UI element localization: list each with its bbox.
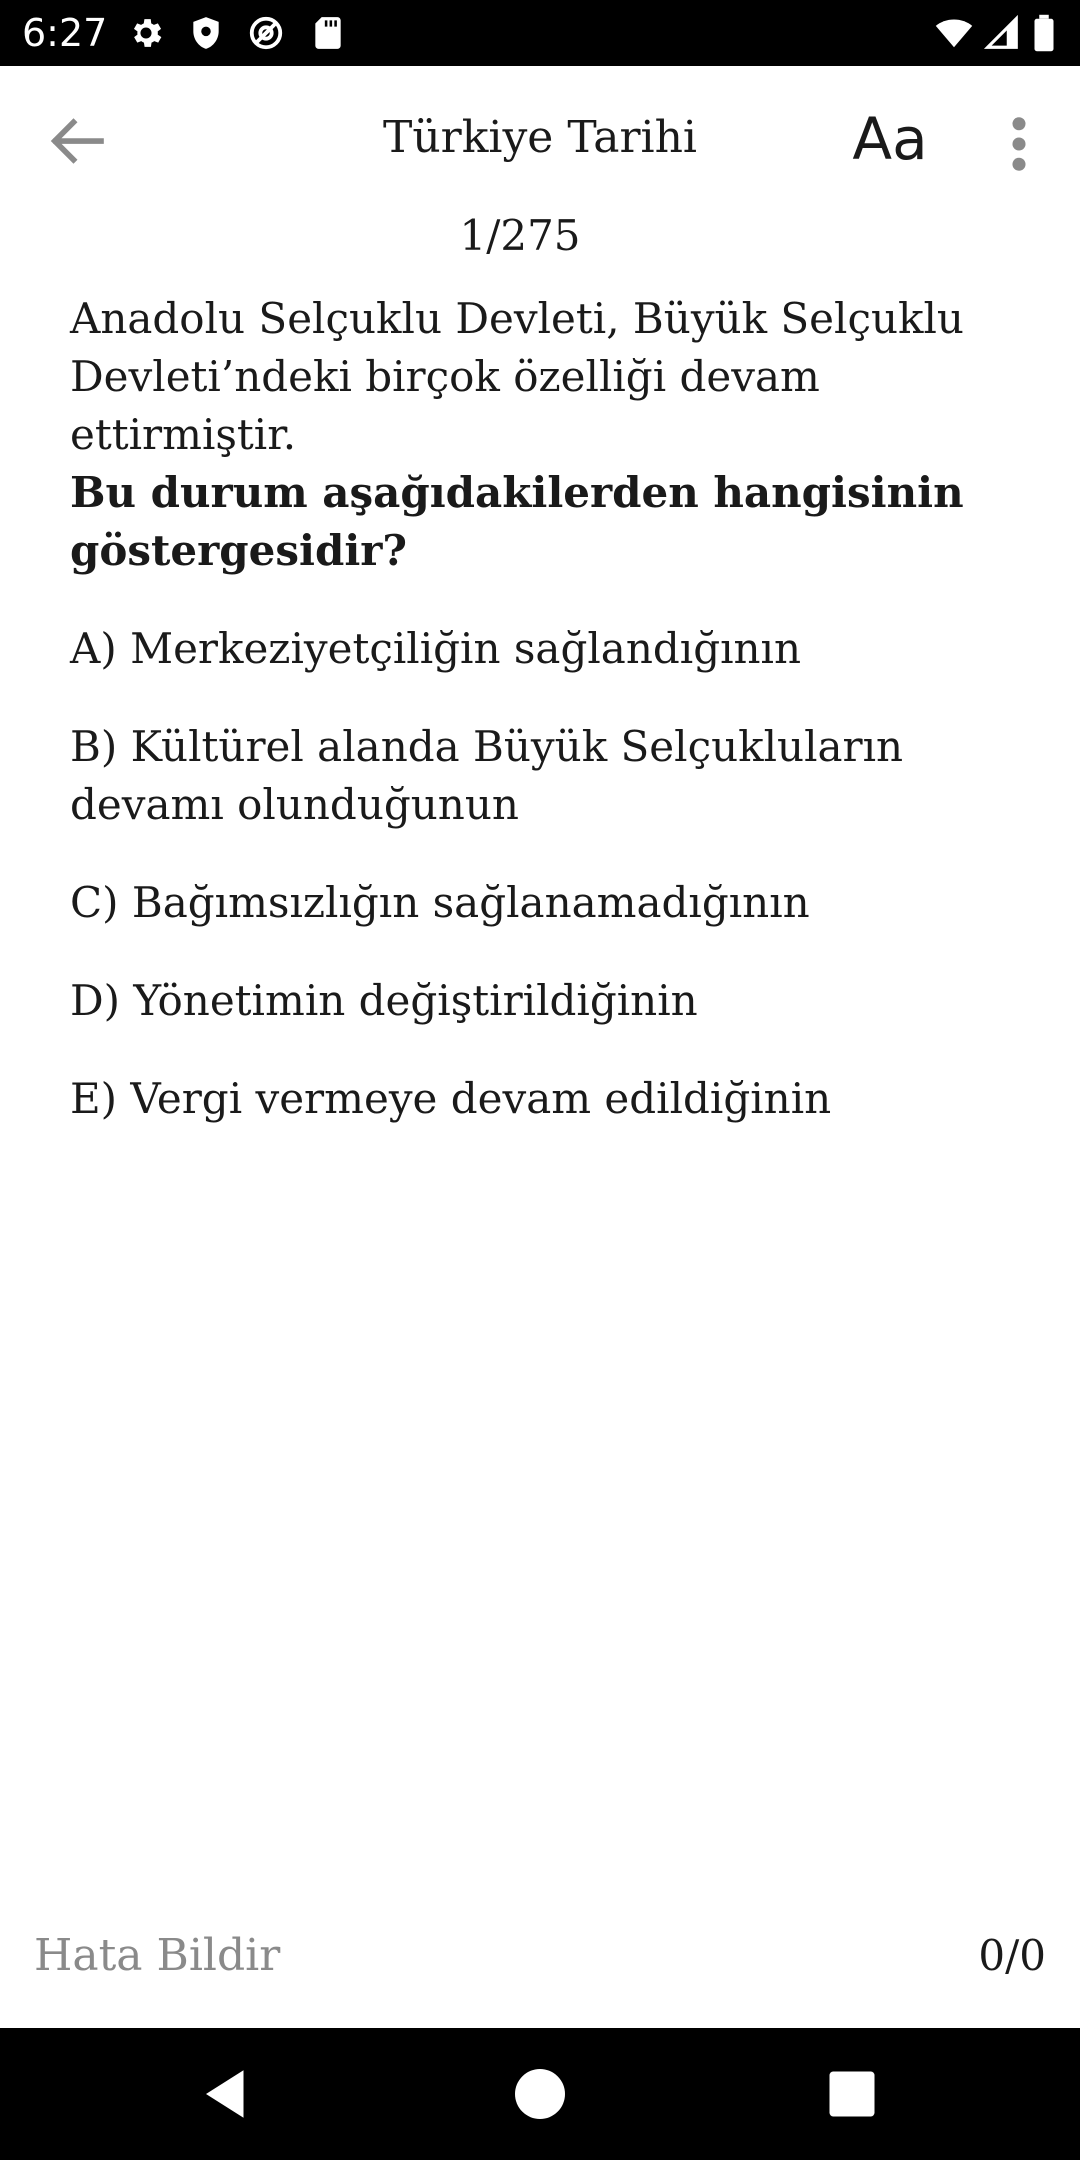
nav-recents-button[interactable] [822, 2064, 882, 2124]
recents-square-icon [822, 2064, 882, 2124]
answer-options [70, 620, 990, 1128]
back-triangle-icon [196, 2064, 256, 2124]
more-options-button[interactable] [1000, 116, 1038, 172]
report-error-link[interactable]: Hata Bildir [34, 1930, 281, 1981]
question-counter: 1/275 [459, 211, 581, 260]
arrow-left-icon [46, 116, 106, 166]
at-sign-icon [246, 14, 286, 52]
answer-option-a[interactable]: A) Merkeziyetçiliğin sağlandığının [70, 624, 802, 673]
answer-option-e[interactable]: E) Vergi vermeye devam edildiğinin [70, 1074, 832, 1123]
answer-option-b[interactable]: B) Kültürel alanda Büyük Selçukluların devamı olunduğunun [70, 722, 904, 829]
font-size-button[interactable]: Aa [852, 105, 928, 173]
back-button[interactable] [46, 116, 106, 166]
cell-signal-icon [982, 14, 1022, 52]
page-title: Türkiye Tarihi [382, 112, 697, 163]
question-card [70, 290, 990, 1168]
question-stem: Anadolu Selçuklu Devleti, Büyük Selçuklu Devleti’ndeki birçok özelliği devam ettirmiştir. [70, 294, 964, 459]
status-bar [0, 0, 1080, 66]
shield-icon [186, 14, 226, 52]
more-vert-icon [1000, 116, 1038, 172]
wifi-icon [934, 14, 974, 52]
answer-option-c[interactable]: C) Bağımsızlığın sağlanamadığının [70, 878, 810, 927]
status-time: 6:27 [22, 11, 108, 55]
sd-card-icon [308, 14, 348, 52]
battery-icon [1030, 14, 1058, 52]
system-nav-bar [0, 2028, 1080, 2160]
home-circle-icon [510, 2064, 570, 2124]
question-prompt: Bu durum aşağıdakilerden hangisinin göstergesidir? [70, 468, 964, 575]
nav-home-button[interactable] [510, 2064, 570, 2124]
answer-option-d[interactable]: D) Yönetimin değiştirildiğinin [70, 976, 698, 1025]
nav-back-button[interactable] [196, 2064, 256, 2124]
gear-icon [126, 14, 166, 52]
app-bar [0, 66, 1080, 216]
score-counter: 0/0 [978, 1931, 1046, 1980]
